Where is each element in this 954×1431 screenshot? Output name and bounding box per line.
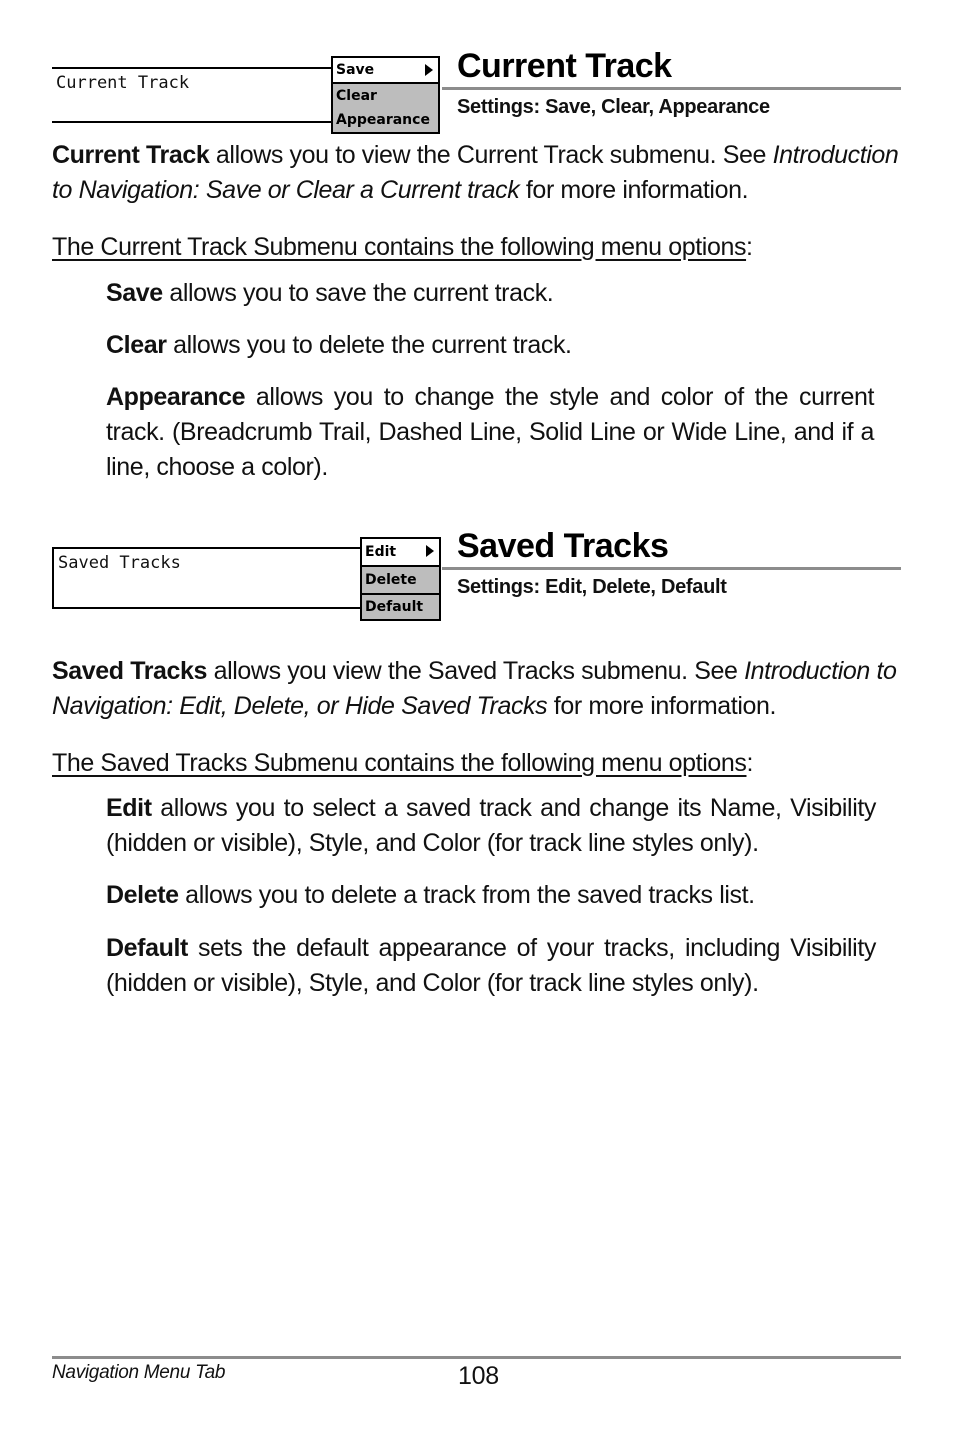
saved-tracks-menu-label: Saved Tracks [58, 553, 181, 573]
footer-section-name: Navigation Menu Tab [52, 1362, 226, 1383]
saved-tracks-submenu [360, 537, 441, 621]
option-edit-desc: Edit allows you to select a saved track and change its Name, Visibility (hidden or visible), Style, and Color (for track line styles only). [106, 794, 876, 857]
option-delete-desc: Delete allows you to delete a track from the saved tracks list. [106, 881, 755, 909]
option-appearance-desc: Appearance allows you to change the style and color of the current track. (Breadcrumb Trail, Dashed Line, Solid Line or Wide Line, and if a line, choose a color). [106, 383, 874, 481]
submenu-option-default[interactable]: Default [362, 595, 439, 619]
page-number: 108 [458, 1362, 499, 1390]
submenu-option-edit[interactable]: Edit [362, 539, 439, 565]
saved-tracks-intro: Saved Tracks allows you view the Saved Tracks submenu. See Introduction to Navigation: Edit, Delete, or Hide Saved Tracks for more information. [52, 657, 897, 720]
current-track-intro: Current Track allows you to view the Current Track submenu. See Introduction to Navigation: Save or Clear a Current track for more information. [52, 141, 899, 204]
section-title-current-track: Current Track [457, 47, 672, 85]
arrow-right-icon [426, 545, 434, 557]
option-clear-desc: Clear allows you to delete the current track. [106, 331, 572, 359]
current-track-submenu [331, 56, 440, 134]
current-track-submenu-heading: The Current Track Submenu contains the following menu options: [52, 233, 753, 261]
arrow-right-icon [425, 64, 433, 76]
section-title-saved-tracks: Saved Tracks [457, 527, 669, 565]
saved-tracks-menu-item[interactable] [52, 547, 361, 609]
saved-tracks-submenu-heading: The Saved Tracks Submenu contains the following menu options: [52, 749, 754, 777]
submenu-option-clear[interactable]: Clear [333, 84, 438, 108]
submenu-option-appearance[interactable]: Appearance [333, 108, 438, 132]
option-save-desc: Save allows you to save the current track. [106, 279, 554, 307]
current-track-menu-item[interactable] [52, 67, 332, 123]
option-default-desc: Default sets the default appearance of your tracks, including Visibility (hidden or visible), Style, and Color (for track line styles only). [106, 934, 876, 997]
footer-rule [52, 1356, 901, 1359]
section-title-rule [442, 87, 901, 90]
settings-line: Settings: Edit, Delete, Default [457, 576, 727, 598]
current-track-menu-label: Current Track [56, 73, 190, 93]
section-title-rule [442, 567, 901, 570]
settings-line: Settings: Save, Clear, Appearance [457, 96, 770, 118]
submenu-option-save[interactable]: Save [333, 58, 438, 82]
submenu-option-delete[interactable]: Delete [362, 567, 439, 593]
